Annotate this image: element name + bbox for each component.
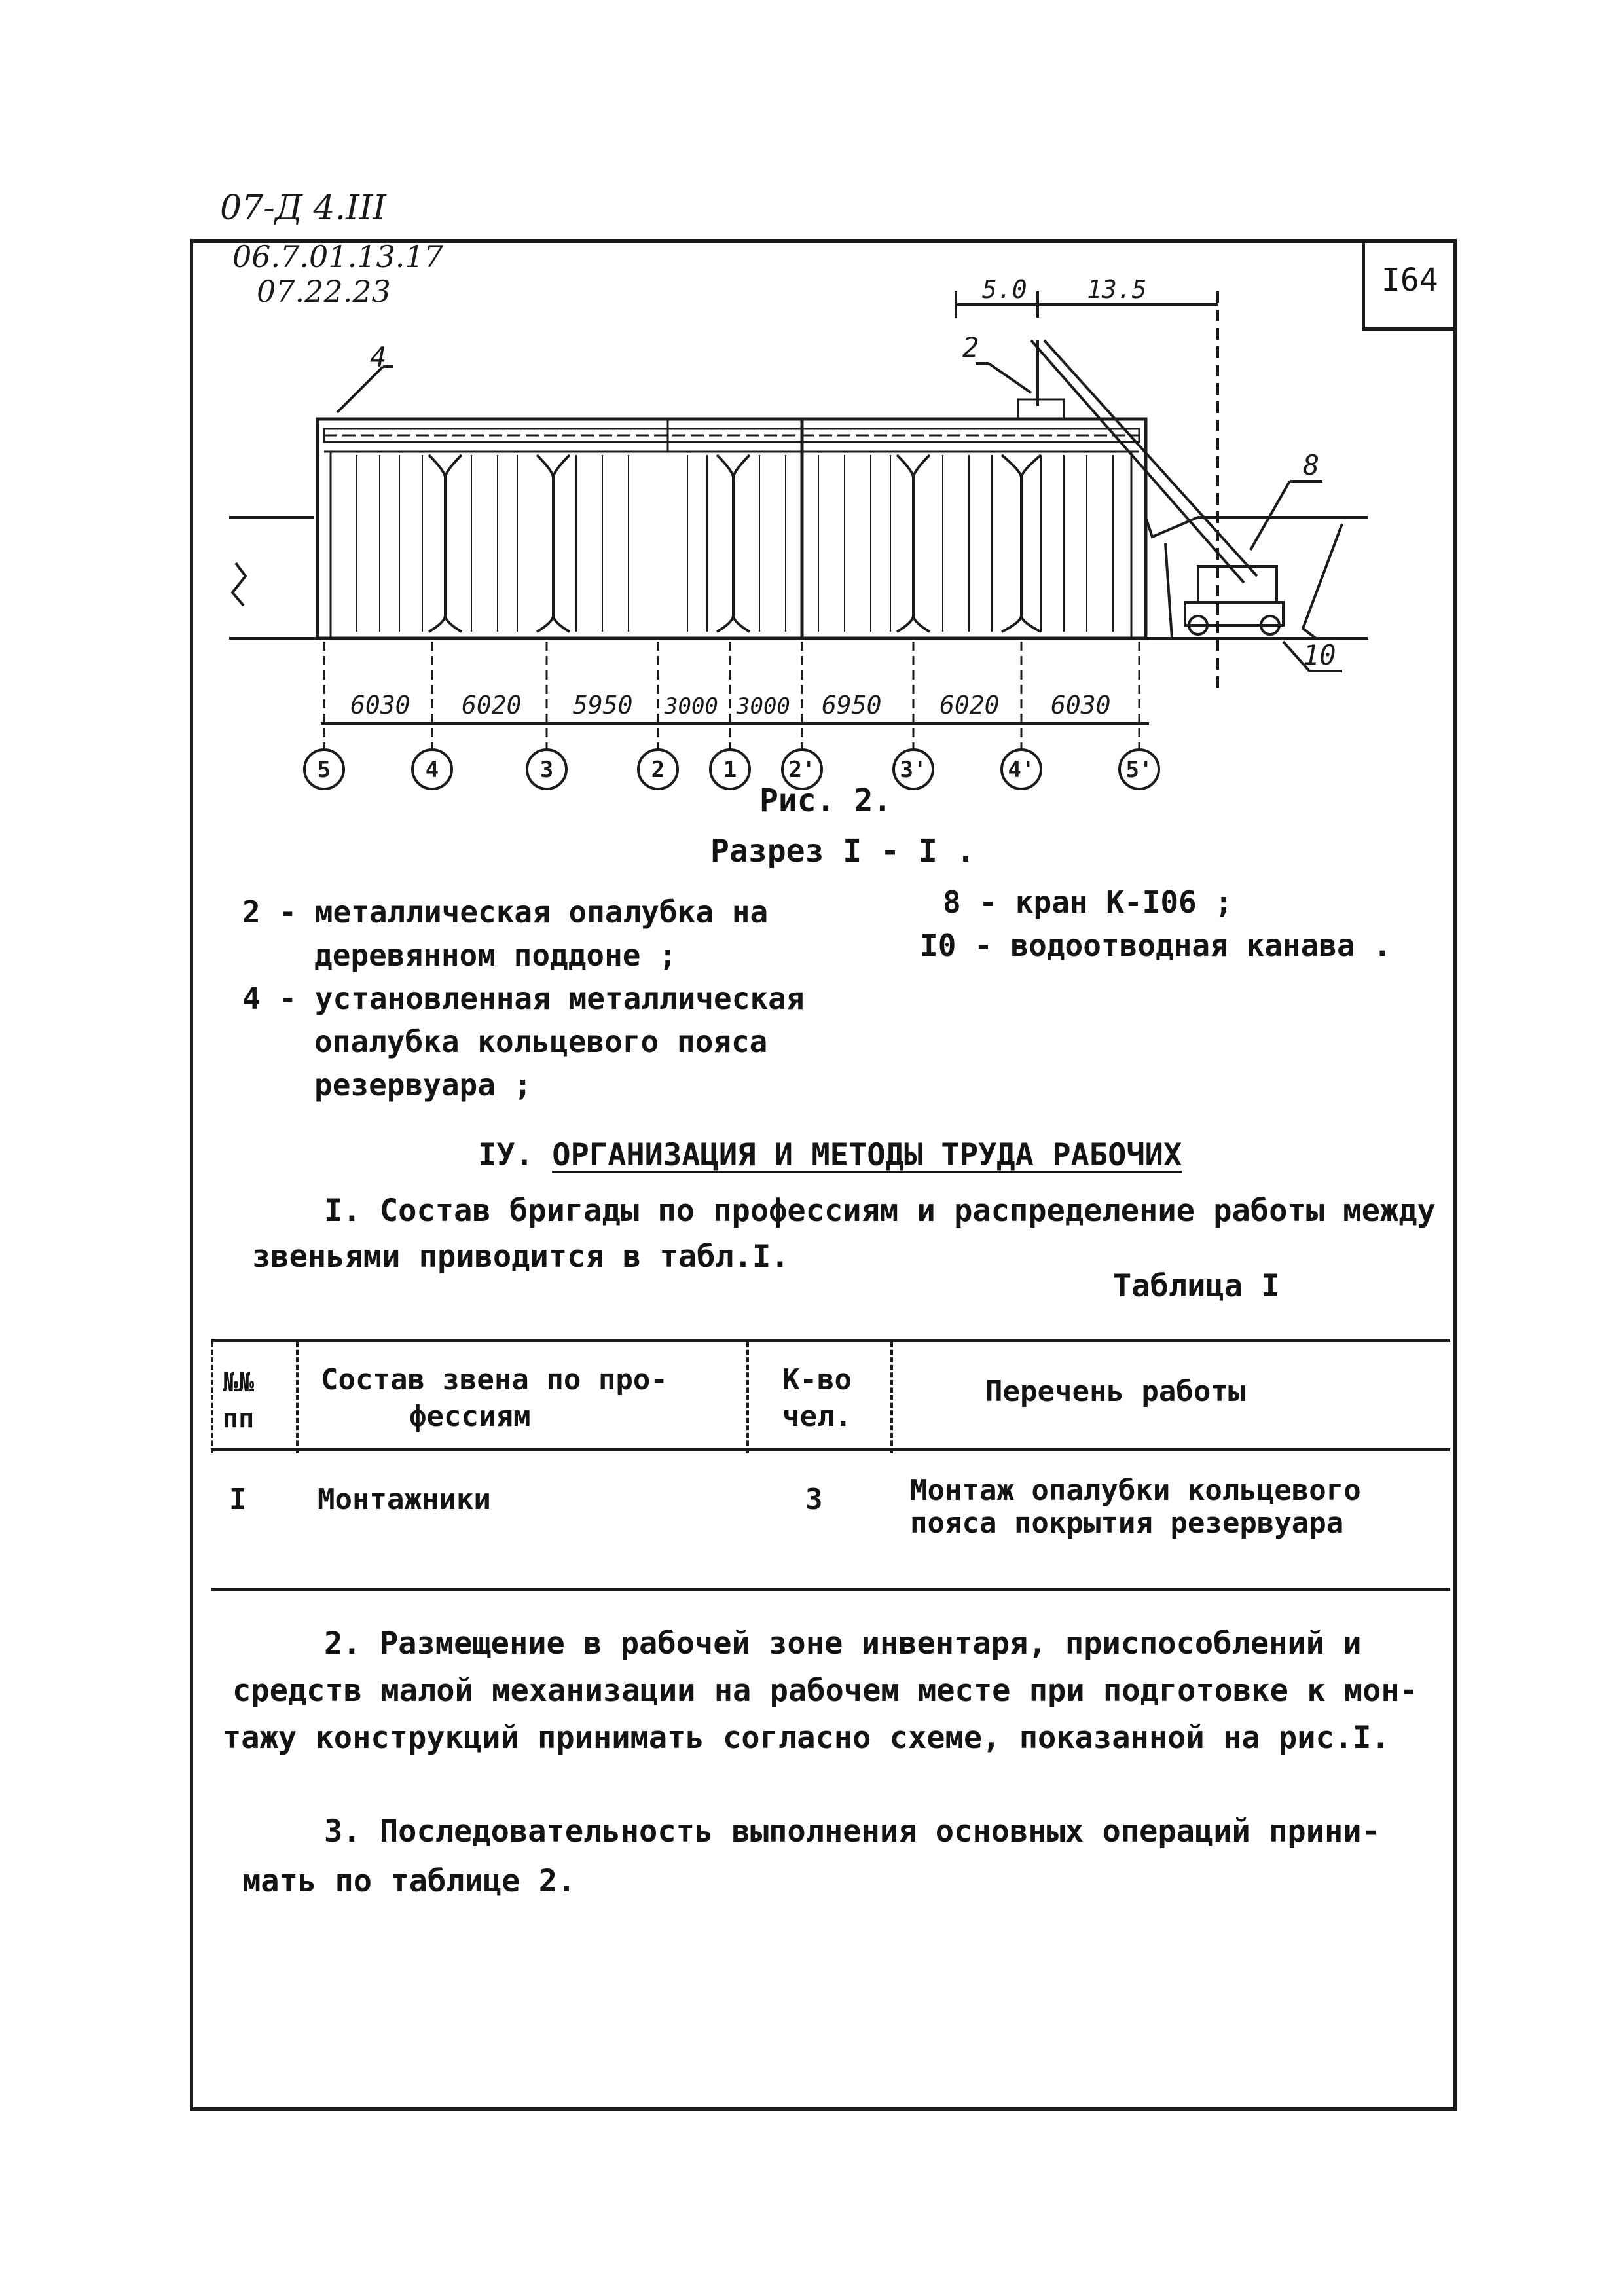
axis-label: 3': [900, 757, 927, 783]
table-header-crew: [321, 1362, 668, 1435]
axis-label: 1: [723, 757, 737, 783]
paragraph-1-line: звеньями приводится в табл.I.: [252, 1239, 790, 1275]
axis-label: 5': [1125, 757, 1153, 783]
paragraph-2-line: 2. Размещение в рабочей зоне инвентаря, приспособлений и: [324, 1626, 1362, 1662]
legend-item-10: I0 - водоотводная канава .: [920, 928, 1392, 963]
axis-label: 2: [651, 757, 665, 783]
legend-item-4: 4 - установленная металлическая: [242, 981, 805, 1016]
paragraph-2-line: средств малой механизации на рабочем месте при подготовке к мон-: [232, 1673, 1418, 1709]
table-header-count: [782, 1362, 852, 1435]
paragraph-2-line: тажу конструкций принимать согласно схеме, показанной на рис.I.: [223, 1720, 1390, 1756]
table-bottom-rule: [211, 1588, 1450, 1591]
figure-caption: Рис. 2.: [759, 782, 892, 819]
span-2: 6020: [462, 691, 522, 720]
table-header-work: Перечень работы: [985, 1375, 1246, 1408]
table-col-divider: [890, 1342, 896, 1453]
table-header-count-line: чел.: [782, 1400, 852, 1433]
span-7: 6020: [939, 691, 1000, 720]
span-6: 6950: [822, 691, 882, 720]
paragraph-3-line: мать по таблице 2.: [242, 1863, 576, 1899]
row-work: [910, 1474, 1361, 1540]
section-heading: [478, 1133, 1182, 1178]
row-crew: Монтажники: [318, 1483, 491, 1516]
span-5: 3000: [737, 693, 790, 720]
section-title: Разрез I - I .: [710, 833, 976, 869]
table-header-rule: [211, 1448, 1450, 1451]
legend-item-4-cont: резервуара ;: [314, 1067, 532, 1102]
callout-4: 4: [370, 341, 387, 373]
span-1: 6030: [350, 691, 410, 720]
doc-code-line3: 07.22.23: [257, 274, 391, 309]
row-count: 3: [805, 1483, 823, 1516]
legend-item-8: 8 - кран К-I06 ;: [943, 884, 1233, 920]
axis-label: 5: [317, 757, 331, 783]
paragraph-2: [223, 1620, 1418, 1762]
axis-label: 4': [1008, 757, 1035, 783]
axis-label: 4: [425, 757, 439, 783]
section-heading-text: ОРГАНИЗАЦИЯ И МЕТОДЫ ТРУДА РАБОЧИХ: [552, 1137, 1182, 1173]
legend-right: [920, 881, 1391, 967]
legend-item-4-cont: опалубка кольцевого пояса: [314, 1024, 768, 1059]
callout-2: 2: [962, 331, 979, 363]
row-num: I: [229, 1483, 247, 1516]
legend-left: [242, 890, 805, 1106]
callout-10: 10: [1303, 639, 1336, 671]
span-3: 5950: [573, 691, 633, 720]
paragraph-3-line: 3. Последовательность выполнения основных операций прини-: [324, 1813, 1380, 1850]
paragraph-1-line: I. Состав бригады по профессиям и распределение работы между: [324, 1193, 1436, 1229]
axis-label: 2': [788, 757, 816, 783]
doc-code-line2: 06.7.01.13.17: [232, 239, 443, 274]
table-label: Таблица I: [1113, 1268, 1280, 1304]
table-header-num-line: №№: [223, 1368, 255, 1398]
table-top-rule: [211, 1339, 1450, 1342]
dim-top-right: 13.5: [1087, 275, 1147, 304]
table-row: [229, 1483, 247, 1516]
paragraph-3: [242, 1807, 1380, 1906]
span-4: 3000: [665, 693, 718, 720]
row-work-line: Монтаж опалубки кольцевого: [910, 1474, 1361, 1507]
span-8: 6030: [1051, 691, 1111, 720]
section-heading-number: IУ.: [478, 1137, 534, 1173]
table-col-divider: [746, 1342, 752, 1453]
doc-code-line1: 07-Д 4.III: [220, 189, 386, 228]
table-header-count-line: К-во: [782, 1363, 852, 1396]
table-header-crew-line: Состав звена по про-: [321, 1363, 668, 1396]
table-col-divider: [296, 1342, 301, 1453]
table-header-num: [223, 1365, 254, 1437]
table-col-divider: [211, 1342, 216, 1453]
section-drawing: [0, 0, 1623, 851]
page-number: I64: [1381, 262, 1438, 299]
legend-item-2-cont: деревянном поддоне ;: [314, 938, 677, 973]
table-header-crew-line: фессиям: [409, 1400, 531, 1433]
row-work-line: пояса покрытия резервуара: [910, 1506, 1344, 1540]
table-header-num-line: пп: [223, 1404, 255, 1434]
legend-item-2: 2 - металлическая опалубка на: [242, 894, 769, 930]
dim-top-left: 5.0: [982, 275, 1027, 304]
callout-8: 8: [1303, 449, 1320, 481]
axis-label: 3: [539, 757, 554, 783]
